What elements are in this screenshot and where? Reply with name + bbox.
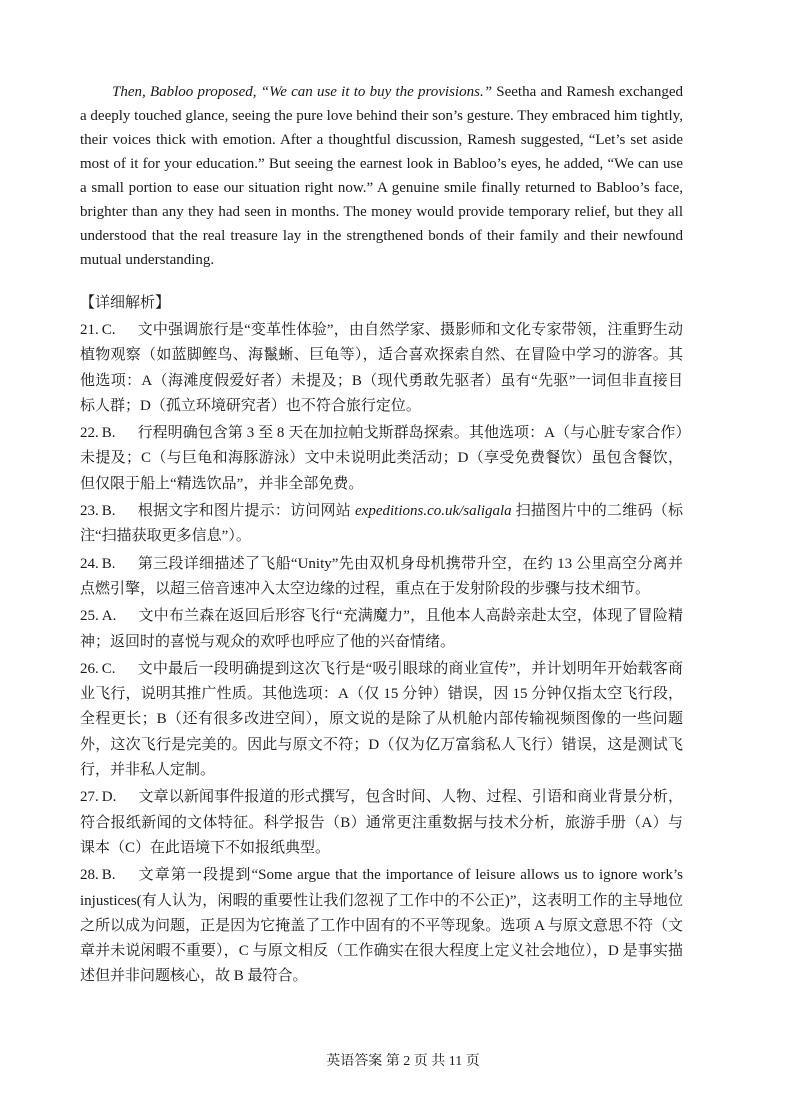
answer-explanation-after: 扫描图片中的二维码（标注“扫描获取更多信息”）。 — [80, 503, 683, 545]
answer-option: B. — [101, 555, 116, 572]
answer-24 — [80, 552, 683, 603]
answer-25 — [80, 604, 683, 655]
story-paragraph-rest: Seetha and Ramesh exchanged a deeply touched glance, seeing the pure love behind their son’s gesture. They embraced him tightly, their voices thick with emotion. After a thoughtful discussion, Ramesh suggested, “Let’s set aside most of it for your education.” But seeing the earnest look in Babloo’s eyes, he added, “We can use a small portion to ease our situation right now.” A genuine smile finally returned to Babloo’s face, brighter than any they had seen in months. The money would provide temporary relief, but they all understood that the real treasure lay in the strengthened bonds of their family and their newfound mutual understanding. — [80, 84, 683, 268]
answer-explanation: 文章以新闻事件报道的形式撰写，包含时间、人物、过程、引语和商业背景分析，符合报纸新闻的文体特征。科学报告（B）通常更注重数据与技术分析，旅游手册（A）与课本（C）在此语境下不如报纸典型。 — [80, 789, 683, 856]
question-number: 28. — [80, 867, 99, 884]
answer-explanation: 文章第一段提到“Some argue that the importance of leisure allows us to ignore work’s injustices(有人认为，闲暇的重要性让我们忽视了工作中的不公正)”，这表明工作的主导地位之所以成为问题，正是因为它掩盖了工作中固有的不平等现象。选项 A 与原文意思不符（文章并未说闲暇不重要），C 与原文相反（工作确实在很大程度上定义社会地位），D 是事实描述但并非问题核心，故 B 最符合。 — [80, 867, 683, 985]
question-number: 21. — [80, 322, 99, 338]
answer-22 — [80, 421, 683, 497]
page-footer: 英语答案 第 2 页 共 11 页 — [326, 1054, 480, 1069]
question-number: 22. — [80, 425, 99, 442]
answer-option: C. — [101, 322, 116, 338]
website-url: expeditions.co.uk/saligala — [355, 503, 512, 520]
answer-23 — [80, 499, 683, 550]
answer-option: B. — [101, 425, 116, 442]
answer-27 — [80, 785, 683, 861]
question-number: 23. — [80, 503, 99, 520]
answer-21 — [80, 318, 683, 419]
answer-option: A. — [101, 608, 117, 625]
answer-option: C. — [101, 660, 116, 677]
question-number: 25. — [80, 608, 99, 625]
answer-option: B. — [101, 867, 116, 884]
story-italic-lead: Then, Babloo proposed, “We can use it to buy the provisions.” — [112, 84, 493, 100]
answer-26 — [80, 657, 683, 783]
answer-explanation: 文中强调旅行是“变革性体验”，由自然学家、摄影师和文化专家带领，注重野生动植物观察（如蓝脚鲣鸟、海鬣蜥、巨龟等），适合喜欢探索自然、在冒险中学习的游客。其他选项：A（海滩度假爱好者）未提及；B（现代勇敢先驱者）虽有“先驱”一词但非直接目标人群；D（孤立环境研究者）也不符合旅行定位。 — [80, 322, 683, 414]
answer-option: B. — [101, 503, 116, 520]
answer-option: D. — [101, 789, 117, 806]
answer-28 — [80, 863, 683, 989]
question-number: 24. — [80, 555, 99, 572]
story-paragraph — [80, 80, 683, 272]
answer-explanation: 行程明确包含第 3 至 8 天在加拉帕戈斯群岛探索。其他选项：A（与心脏专家合作）未提及；C（与巨龟和海豚游泳）文中未说明此类活动；D（享受免费餐饮）虽包含餐饮，但仅限于船上“精选饮品”，并非全部免费。 — [80, 425, 683, 492]
answer-explanation-before: 根据文字和图片提示：访问网站 — [137, 503, 356, 520]
answer-explanation: 文中布兰森在返回后形容飞行“充满魔力”，且他本人高龄亲赴太空，体现了冒险精神；返回时的喜悦与观众的欢呼也呼应了他的兴奋情绪。 — [80, 608, 683, 650]
question-number: 26. — [80, 660, 99, 677]
question-number: 27. — [80, 789, 99, 806]
answer-explanation: 文中最后一段明确提到这次飞行是“吸引眼球的商业宣传”，并计划明年开始载客商业飞行，说明其推广性质。其他选项：A（仅 15 分钟）错误，因 15 分钟仅指太空飞行段，全程更长；B（还有很多改进空间），原文说的是除了从机舱内部传输视频图像的一些问题外，这次飞行是完美的。因此与原文不符；D（仅为亿万富翁私人飞行）错误，这是测试飞行，并非私人定制。 — [80, 660, 683, 779]
answer-explanation: 第三段详细描述了飞船“Unity”先由双机身母机携带升空，在约 13 公里高空分离并点燃引擎，以超三倍音速冲入太空边缘的过程，重点在于发射阶段的步骤与技术细节。 — [80, 555, 683, 597]
analysis-heading: 【详细解析】 — [80, 295, 171, 311]
page-content — [80, 80, 683, 992]
